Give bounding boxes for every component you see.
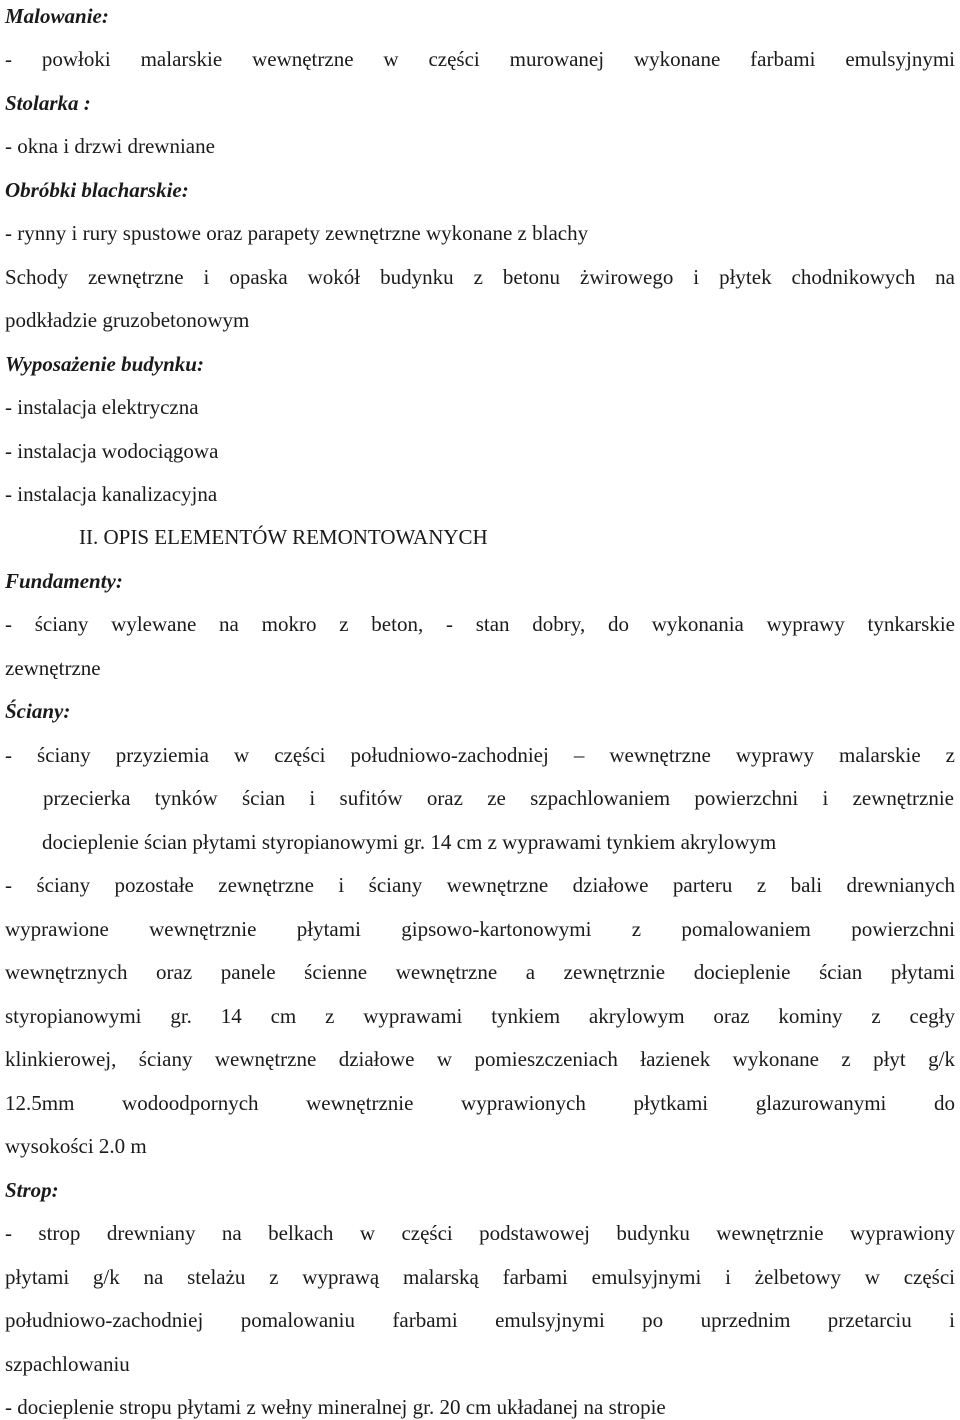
strop-line-3: południowo-zachodniej pomalowaniu farbami emulsyjnymi po uprzednim przetarciu i: [5, 1308, 955, 1332]
sciany-item2-line-5: klinkierowej, ściany wewnętrzne działowe w pomieszczeniach łazienek wykonane z płyt g/k: [5, 1047, 955, 1071]
schody-line-2: podkładzie gruzobetonowym: [5, 308, 250, 332]
sciany-item2-line-3: wewnętrznych oraz panele ścienne wewnętrzne a zewnętrznie docieplenie ścian płytami: [5, 960, 955, 984]
sciany-item2-line-2: wyprawione wewnętrznie płytami gipsowo-kartonowymi z pomalowaniem powierzchni: [5, 917, 955, 941]
sciany-item2-line-6: 12.5mm wodoodpornych wewnętrznie wyprawionych płytkami glazurowanymi do: [5, 1091, 955, 1115]
wyposazenie-line-1: - instalacja elektryczna: [5, 395, 199, 419]
obrobki-line-1: - rynny i rury spustowe oraz parapety zewnętrzne wykonane z blachy: [5, 221, 589, 245]
strop-line-2: płytami g/k na stelażu z wyprawą malarską farbami emulsyjnymi i żelbetowy w części: [5, 1265, 955, 1289]
sciany-item1-line-1: - ściany przyziemia w części południowo-zachodniej – wewnętrzne wyprawy malarskie z: [5, 743, 955, 767]
section-heading-sciany: Ściany:: [5, 699, 71, 723]
malowanie-line-1: - powłoki malarskie wewnętrzne w części murowanej wykonane farbami emulsyjnymi: [5, 47, 955, 71]
section-heading-stolarka: Stolarka :: [5, 91, 91, 115]
stolarka-line-1: - okna i drzwi drewniane: [5, 134, 215, 158]
chapter-title: II. OPIS ELEMENTÓW REMONTOWANYCH: [79, 525, 488, 549]
fundamenty-line-2: zewnętrzne: [5, 656, 101, 680]
wyposazenie-line-2: - instalacja wodociągowa: [5, 439, 219, 463]
strop-line-4: szpachlowaniu: [5, 1352, 130, 1376]
section-heading-malowanie: Malowanie:: [5, 4, 109, 28]
sciany-item2-line-7: wysokości 2.0 m: [5, 1134, 147, 1158]
sciany-item1-line-3: docieplenie ścian płytami styropianowymi gr. 14 cm z wyprawami tynkiem akrylowym: [42, 830, 777, 854]
sciany-item1-line-2: przecierka tynków ścian i sufitów oraz ze szpachlowaniem powierzchni i zewnętrznie: [43, 786, 954, 810]
section-heading-fundamenty: Fundamenty:: [5, 569, 123, 593]
section-heading-obrobki: Obróbki blacharskie:: [5, 178, 189, 202]
section-heading-wyposazenie: Wyposażenie budynku:: [5, 352, 204, 376]
strop-line-5: - docieplenie stropu płytami z wełny mineralnej gr. 20 cm układanej na stropie: [5, 1395, 666, 1419]
fundamenty-line-1: - ściany wylewane na mokro z beton, - stan dobry, do wykonania wyprawy tynkarskie: [5, 612, 955, 636]
section-heading-strop: Strop:: [5, 1178, 59, 1202]
schody-line-1: Schody zewnętrzne i opaska wokół budynku z betonu żwirowego i płytek chodnikowych na: [5, 265, 955, 289]
strop-line-1: - strop drewniany na belkach w części podstawowej budynku wewnętrznie wyprawiony: [5, 1221, 955, 1245]
sciany-item2-line-4: styropianowymi gr. 14 cm z wyprawami tynkiem akrylowym oraz kominy z cegły: [5, 1004, 955, 1028]
sciany-item2-line-1: - ściany pozostałe zewnętrzne i ściany wewnętrzne działowe parteru z bali drewnianych: [5, 873, 955, 897]
wyposazenie-line-3: - instalacja kanalizacyjna: [5, 482, 218, 506]
